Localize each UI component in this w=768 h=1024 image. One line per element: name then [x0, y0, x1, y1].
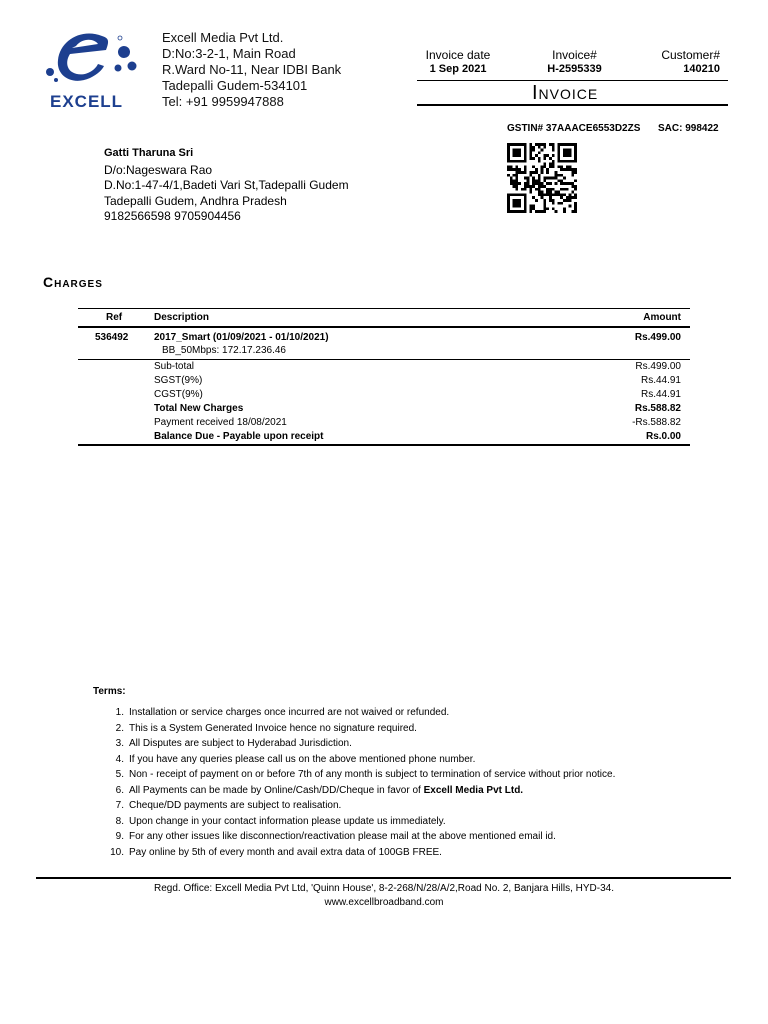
terms-title: Terms: [93, 686, 126, 697]
item-description: 2017_Smart (01/09/2021 - 01/10/2021) [154, 332, 329, 343]
invoice-number-label: Invoice# [552, 48, 597, 62]
invoice-title: Invoice [532, 82, 599, 104]
list-item [104, 705, 615, 721]
table-top-border [78, 308, 690, 309]
company-address-line: D:No:3-2-1, Main Road [162, 46, 296, 61]
customer-address-line: D/o:Nageswara Rao [104, 162, 213, 177]
term-number: 10. [110, 846, 124, 858]
customer-address-line: Tadepalli Gudem, Andhra Pradesh [104, 193, 287, 208]
summary-amount: Rs.588.82 [634, 403, 681, 414]
row-divider [78, 359, 690, 360]
column-header-amount: Amount [643, 312, 681, 323]
list-item [104, 814, 615, 830]
term-text: This is a System Generated Invoice hence no signature required. [129, 722, 417, 734]
list-item [104, 829, 615, 845]
term-text: Upon change in your contact information please update us immediately. [129, 815, 446, 827]
summary-amount: Rs.0.00 [645, 431, 681, 442]
term-company-name: Excell Media Pvt Ltd. [423, 784, 524, 796]
customer-address [104, 146, 349, 225]
list-item [104, 845, 615, 861]
summary-label: CGST(9%) [154, 389, 203, 400]
summary-label: Total New Charges [154, 403, 244, 414]
company-address-line: Tadepalli Gudem-534101 [162, 78, 308, 93]
summary-amount: Rs.44.91 [640, 375, 681, 386]
item-ref: 536492 [95, 332, 129, 343]
column-header-ref: Ref [106, 312, 123, 323]
sac-code: SAC: 998422 [658, 123, 719, 134]
list-item [104, 736, 615, 752]
term-text: Installation or service charges once incurred are not waived or refunded. [129, 707, 450, 718]
registered-office: Regd. Office: Excell Media Pvt Ltd, 'Quinn House', 8-2-268/N/28/A/2,Road No. 2, Banjara Hills, HYD-34. [154, 883, 614, 894]
footer-divider [36, 877, 731, 879]
list-item [104, 752, 615, 768]
charges-heading: Charges [43, 274, 103, 290]
gstin: GSTIN# 37AAACE6553D2ZS [507, 123, 641, 134]
term-number: 2. [115, 722, 124, 734]
term-number: 6. [115, 784, 124, 796]
term-number: 1. [115, 707, 124, 718]
item-sub-description: BB_50Mbps: 172.17.236.46 [162, 345, 286, 356]
customer-phones: 9182566598 9705904456 [104, 209, 241, 223]
list-item [104, 798, 615, 814]
qr-code-icon [507, 143, 577, 213]
term-number: 5. [115, 769, 124, 780]
term-text: All Disputes are subject to Hyderabad Jurisdiction. [129, 738, 352, 749]
term-text: All Payments can be made by Online/Cash/DD/Cheque in favor of [129, 784, 424, 796]
header-divider [417, 80, 728, 81]
term-number: 8. [115, 815, 124, 827]
company-logo [42, 28, 146, 112]
customer-name: Gatti Tharuna Sri [104, 147, 194, 159]
terms-list [104, 705, 615, 860]
list-item [104, 783, 615, 799]
logo-wordmark: EXCELL [50, 92, 124, 111]
header-border [78, 326, 690, 328]
term-number: 3. [115, 738, 124, 749]
summary-label: Sub-total [154, 361, 195, 372]
website-link[interactable]: www.excellbroadband.com [324, 897, 444, 908]
list-item [104, 767, 615, 783]
term-text: If you have any queries please call us on the above mentioned phone number. [129, 753, 476, 765]
customer-address-line: D.No:1-47-4/1,Badeti Vari St,Tadepalli Gudem [104, 178, 349, 192]
list-item [104, 721, 615, 737]
term-number: 9. [115, 831, 124, 842]
term-text: Pay online by 5th of every month and avail extra data of 100GB FREE. [129, 846, 442, 858]
summary-label: SGST(9%) [154, 375, 203, 386]
summary-amount: -Rs.588.82 [632, 417, 681, 428]
invoice-date-label: Invoice date [425, 48, 491, 62]
term-text: For any other issues like disconnection/reactivation please mail at the above mentioned email id. [129, 831, 556, 842]
invoice-header [417, 48, 728, 77]
summary-label: Balance Due - Payable upon receipt [154, 431, 324, 442]
company-address-line: R.Ward No-11, Near IDBI Bank [162, 62, 342, 77]
company-name: Excell Media Pvt Ltd. [162, 30, 284, 45]
customer-number-value: 140210 [683, 63, 720, 75]
term-number: 4. [115, 753, 124, 765]
column-header-description: Description [154, 312, 210, 323]
summary-amount: Rs.44.91 [640, 389, 681, 400]
excell-logo-icon [42, 28, 146, 92]
item-amount: Rs.499.00 [634, 332, 681, 343]
summary-amount: Rs.499.00 [635, 361, 681, 372]
invoice-date-value: 1 Sep 2021 [429, 63, 487, 75]
table-bottom-border [78, 444, 690, 446]
invoice-number-value: H-2595339 [547, 63, 602, 75]
summary-label: Payment received 18/08/2021 [154, 417, 287, 428]
header-divider [417, 104, 728, 106]
charges-table [78, 308, 690, 448]
term-text: Non - receipt of payment on or before 7th of any month is subject to termination of service without prior notice. [129, 769, 616, 780]
customer-number-label: Customer# [661, 48, 720, 62]
term-text: Cheque/DD payments are subject to realisation. [129, 800, 342, 811]
term-number: 7. [115, 800, 124, 811]
company-phone: Tel: +91 9959947888 [162, 94, 284, 109]
company-address [162, 30, 341, 110]
footer [0, 882, 768, 910]
